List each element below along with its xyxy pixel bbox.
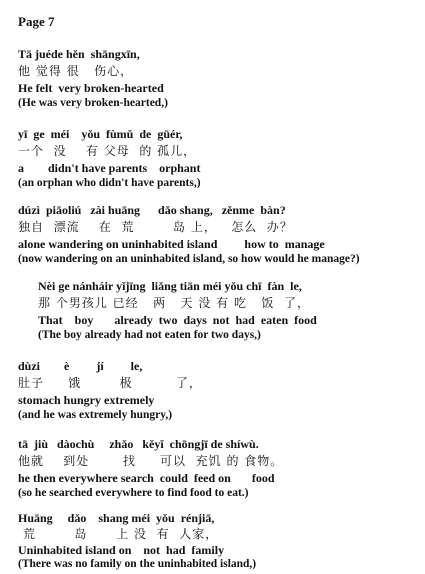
gloss-line: stomach hungry extremely [18, 393, 155, 407]
pinyin-line: tā jiù dàochù zhǎo kěyǐ chōngjī de shíwù. [18, 437, 259, 451]
gloss-line: Uninhabited island on not had family [18, 543, 225, 557]
translation-line: (He was very broken-hearted,) [18, 97, 168, 109]
chinese-line: 一个 没 有 父母 的 孤儿， [18, 144, 197, 158]
translation-line: (now wandering on an uninhabited island, so how would he manage?) [18, 253, 360, 265]
page-title: Page 7 [18, 14, 55, 29]
gloss-line: He felt very broken-hearted [18, 81, 164, 95]
chinese-line: 那 个男孩儿 已经 两 天 没 有 吃 饭 了， [38, 296, 311, 310]
gloss-line: alone wandering on uninhabited island how to manage [18, 237, 325, 251]
pinyin-line: Huāng dǎo shang méi yǒu rénjiā, [18, 511, 215, 525]
translation-line: (an orphan who didn't have parents,) [18, 177, 201, 189]
chinese-line: 他就 到处 找 可以 充饥 的 食物。 [18, 454, 284, 468]
translation-line: (so he searched everywhere to find food to eat.) [18, 487, 249, 499]
pinyin-line: dùzi è jí le, [18, 359, 143, 373]
translation-line: (The boy already had not eaten for two days,) [38, 329, 261, 341]
translation-line: (and he was extremely hungry,) [18, 409, 173, 421]
pinyin-line: yī ge méi yǒu fùmǔ de gūér, [18, 127, 183, 141]
chinese-line: 他 觉得 很 伤心， [18, 64, 134, 78]
pinyin-line: dúzì piāoliú zài huāng dǎo shang, zěnme bàn? [18, 203, 286, 217]
pinyin-line: Nèi ge nánháir yǐjīng liǎng tiān méi yǒu chī fàn le, [38, 279, 302, 293]
chinese-line: 荒 岛 上 没 有 人家， [18, 527, 219, 541]
pinyin-line: Tā juéde hěn shāngxīn, [18, 47, 140, 61]
gloss-line: That boy already two days not had eaten food [38, 313, 317, 327]
gloss-line: he then everywhere search could feed on food [18, 471, 275, 485]
translation-line: (There was no family on the uninhabited island,) [18, 558, 257, 570]
gloss-line: a didn't have parents orphant [18, 161, 201, 175]
chinese-line: 肚子 饿 极 了， [18, 376, 202, 390]
chinese-line: 独自 漂流 在 荒 岛 上， 怎么 办？ [18, 220, 293, 234]
